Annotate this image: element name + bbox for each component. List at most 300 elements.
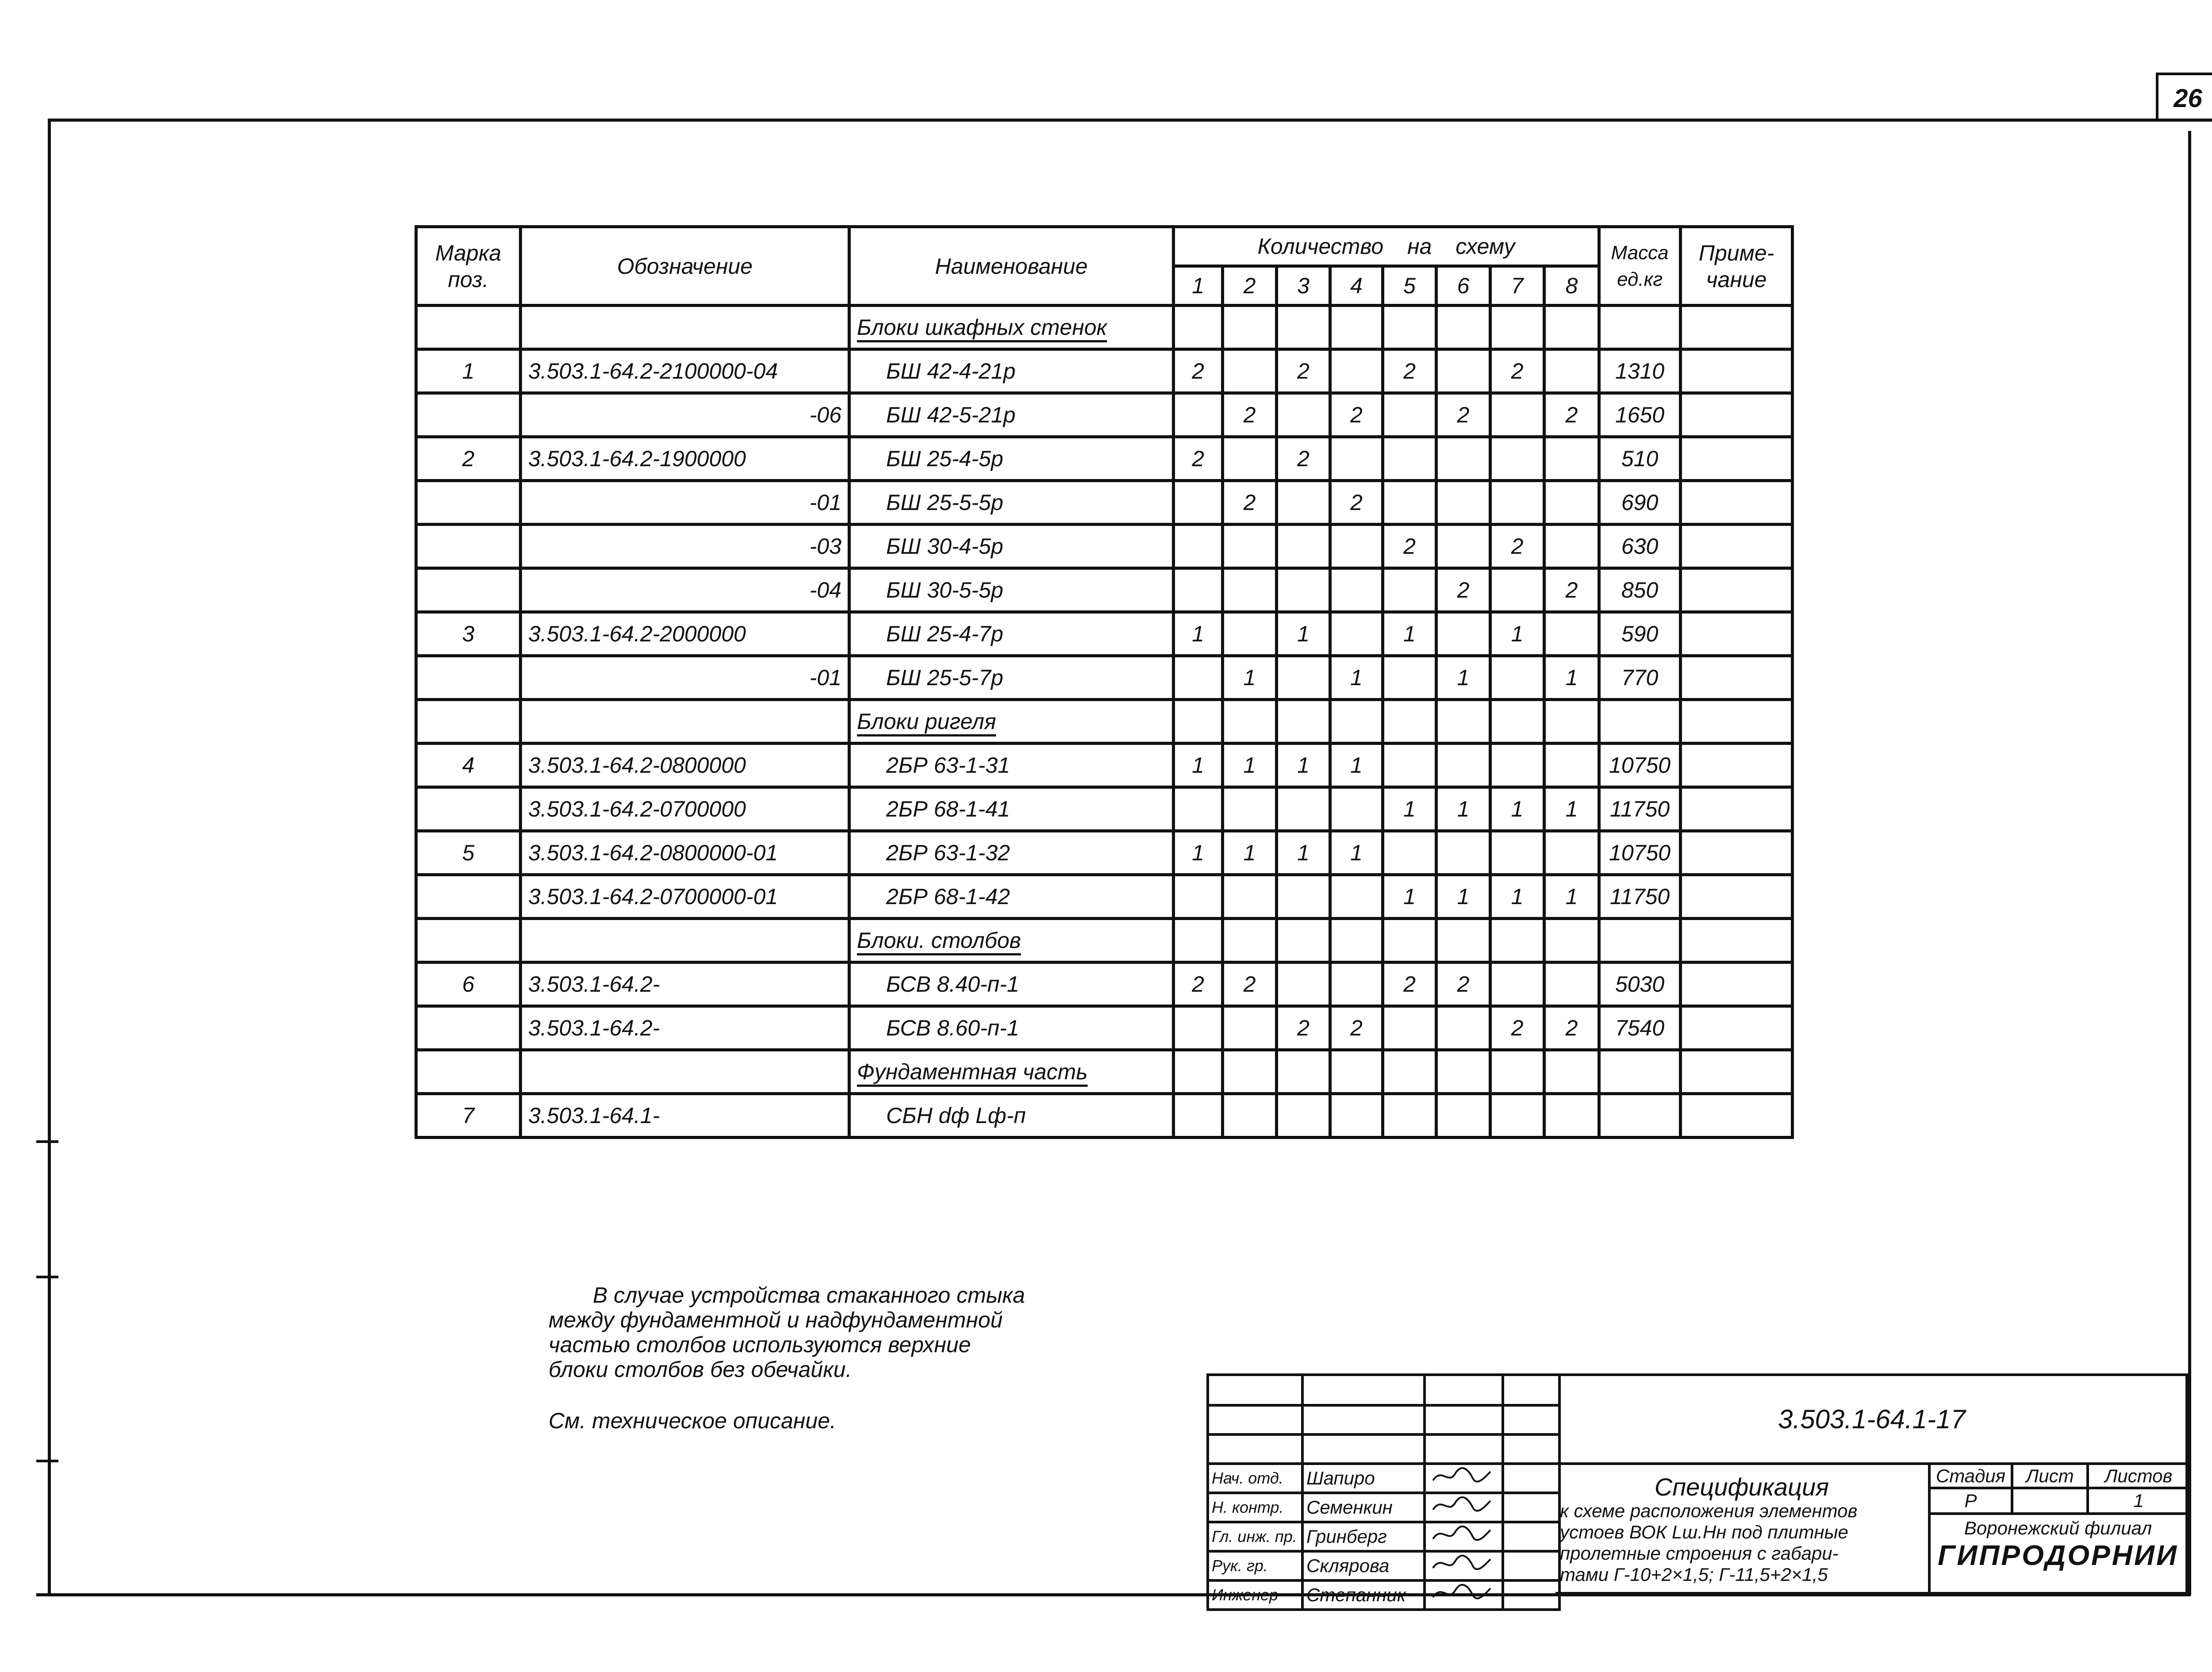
header-designation: Обозначение	[521, 227, 849, 306]
mark-cell: 6	[416, 963, 521, 1006]
document-code: 3.503.1-64.1-17	[1555, 1376, 2188, 1465]
quantity-cell: 2	[1174, 963, 1223, 1006]
signatory-name: Гринберг	[1302, 1522, 1425, 1551]
table-row	[416, 437, 1793, 481]
quantity-cell	[1223, 349, 1277, 393]
sheets-label: Листов	[2088, 1464, 2189, 1488]
quantity-cell	[1223, 1050, 1277, 1094]
mass-cell: 690	[1599, 481, 1681, 525]
quantity-cell	[1174, 700, 1223, 744]
quantity-cell	[1174, 1050, 1223, 1094]
quantity-cell: 1	[1277, 612, 1330, 656]
quantity-cell	[1383, 306, 1436, 349]
table-row	[416, 963, 1793, 1006]
notes	[549, 1283, 1025, 1433]
date-cell	[1503, 1493, 1559, 1522]
quantity-cell	[1330, 568, 1383, 612]
header-mark: Марка поз.	[416, 227, 521, 306]
quantity-cell	[1544, 306, 1599, 349]
quantity-cell	[1544, 481, 1599, 525]
quantity-cell: 2	[1436, 963, 1490, 1006]
quantity-cell	[1223, 700, 1277, 744]
title-block-main	[1555, 1373, 2188, 1595]
note-cell	[1681, 963, 1793, 1006]
quantity-cell	[1330, 349, 1383, 393]
table-row	[416, 612, 1793, 656]
mark-cell	[416, 568, 521, 612]
quantity-cell	[1330, 525, 1383, 568]
signature-icon	[1425, 1551, 1503, 1580]
signatory-role: Гл. инж. пр.	[1208, 1522, 1302, 1551]
mass-cell: 7540	[1599, 1006, 1681, 1050]
quantity-cell	[1223, 1006, 1277, 1050]
quantity-cell: 2	[1490, 1006, 1544, 1050]
quantity-cell	[1174, 919, 1223, 963]
quantity-cell	[1544, 1094, 1599, 1138]
quantity-cell	[1277, 875, 1330, 919]
quantity-cell: 1	[1277, 744, 1330, 787]
header-scheme-5: 5	[1383, 266, 1436, 306]
quantity-cell	[1223, 612, 1277, 656]
quantity-cell: 2	[1277, 1006, 1330, 1050]
quantity-cell	[1223, 525, 1277, 568]
quantity-cell	[1383, 568, 1436, 612]
quantity-cell	[1383, 393, 1436, 437]
designation-cell: 3.503.1-64.2-	[521, 963, 849, 1006]
signatory-name: Склярова	[1302, 1551, 1425, 1580]
quantity-cell	[1330, 612, 1383, 656]
mass-cell: 11750	[1599, 875, 1681, 919]
quantity-cell	[1330, 306, 1383, 349]
quantity-cell: 1	[1544, 787, 1599, 831]
header-name: Наименование	[849, 227, 1174, 306]
note-cell	[1681, 437, 1793, 481]
designation-cell: -01	[521, 481, 849, 525]
quantity-cell: 1	[1436, 787, 1490, 831]
quantity-cell	[1174, 393, 1223, 437]
name-cell: БШ 25-5-7р	[849, 656, 1174, 700]
signatory-role: Нач. отд.	[1208, 1464, 1302, 1493]
header-note: Приме-чание	[1681, 227, 1793, 306]
quantity-cell	[1277, 787, 1330, 831]
quantity-cell: 1	[1330, 656, 1383, 700]
note-cell	[1681, 744, 1793, 787]
sheet-value	[2012, 1488, 2088, 1514]
quantity-cell	[1223, 919, 1277, 963]
note-cell	[1681, 919, 1793, 963]
quantity-cell	[1383, 1006, 1436, 1050]
quantity-cell	[1490, 568, 1544, 612]
designation-cell: 3.503.1-64.2-2100000-04	[521, 349, 849, 393]
quantity-cell	[1174, 787, 1223, 831]
header-scheme-8: 8	[1544, 266, 1599, 306]
frame-left-line	[48, 119, 51, 1596]
table-row	[416, 568, 1793, 612]
quantity-cell: 2	[1383, 349, 1436, 393]
designation-cell: -04	[521, 568, 849, 612]
quantity-cell	[1544, 349, 1599, 393]
quantity-cell	[1330, 963, 1383, 1006]
mark-cell	[416, 393, 521, 437]
document-subtitle-line: пролетные строения с габари-	[1560, 1543, 1839, 1564]
quantity-cell	[1490, 1050, 1544, 1094]
quantity-cell	[1330, 700, 1383, 744]
quantity-cell: 2	[1223, 393, 1277, 437]
signatory-name: Шапиро	[1302, 1464, 1425, 1493]
table-row	[416, 831, 1793, 875]
quantity-cell: 1	[1383, 612, 1436, 656]
quantity-cell	[1490, 744, 1544, 787]
frame-inner-right-line	[2188, 131, 2191, 1595]
mark-cell	[416, 1006, 521, 1050]
date-cell	[1503, 1580, 1559, 1610]
quantity-cell: 2	[1544, 1006, 1599, 1050]
quantity-cell	[1436, 612, 1490, 656]
quantity-cell: 2	[1383, 963, 1436, 1006]
quantity-cell	[1174, 1094, 1223, 1138]
quantity-cell	[1383, 744, 1436, 787]
note-cell	[1681, 306, 1793, 349]
quantity-cell: 2	[1436, 568, 1490, 612]
designation-cell	[521, 306, 849, 349]
quantity-cell	[1436, 306, 1490, 349]
designation-cell	[521, 1050, 849, 1094]
quantity-cell	[1544, 700, 1599, 744]
quantity-cell: 1	[1383, 875, 1436, 919]
mass-cell: 5030	[1599, 963, 1681, 1006]
signatory-name: Семенкин	[1302, 1493, 1425, 1522]
signatory-role: Н. контр.	[1208, 1493, 1302, 1522]
mark-cell: 1	[416, 349, 521, 393]
quantity-cell	[1330, 437, 1383, 481]
quantity-cell	[1383, 437, 1436, 481]
note-line: В случае устройства стаканного стыка	[593, 1283, 1025, 1308]
quantity-cell	[1436, 525, 1490, 568]
quantity-cell: 1	[1490, 787, 1544, 831]
name-cell: БШ 30-4-5р	[849, 525, 1174, 568]
quantity-cell: 1	[1544, 875, 1599, 919]
quantity-cell	[1330, 919, 1383, 963]
mark-cell: 2	[416, 437, 521, 481]
designation-cell: 3.503.1-64.2-0800000-01	[521, 831, 849, 875]
organization-name: ГИПРОДОРНИИ	[1938, 1539, 2178, 1571]
quantity-cell	[1436, 831, 1490, 875]
table-row	[416, 656, 1793, 700]
quantity-cell	[1277, 568, 1330, 612]
quantity-cell: 1	[1174, 744, 1223, 787]
quantity-cell	[1544, 1050, 1599, 1094]
quantity-cell: 2	[1330, 481, 1383, 525]
header-scheme-4: 4	[1330, 266, 1383, 306]
mass-cell: 850	[1599, 568, 1681, 612]
section-row	[416, 1050, 1793, 1094]
quantity-cell	[1330, 1050, 1383, 1094]
header-scheme-2: 2	[1223, 266, 1277, 306]
note-cell	[1681, 349, 1793, 393]
signatory-row	[1208, 1493, 1559, 1522]
quantity-cell	[1544, 963, 1599, 1006]
table-row	[416, 393, 1793, 437]
designation-cell: -03	[521, 525, 849, 568]
quantity-cell	[1174, 875, 1223, 919]
note-cell	[1681, 612, 1793, 656]
table-row	[416, 1006, 1793, 1050]
document-subtitle-line: устоев ВОК Lш.Нн под плитные	[1560, 1522, 1848, 1542]
quantity-cell	[1544, 525, 1599, 568]
date-cell	[1503, 1522, 1559, 1551]
header-scheme-1: 1	[1174, 266, 1223, 306]
quantity-cell	[1436, 744, 1490, 787]
quantity-cell: 1	[1490, 612, 1544, 656]
quantity-cell	[1383, 919, 1436, 963]
quantity-cell: 1	[1330, 744, 1383, 787]
document-subtitle-line: тами Г-10+2×1,5; Г-11,5+2×1,5	[1560, 1564, 1828, 1585]
quantity-cell	[1174, 1006, 1223, 1050]
quantity-cell	[1277, 525, 1330, 568]
quantity-cell	[1277, 963, 1330, 1006]
quantity-cell	[1277, 1050, 1330, 1094]
mass-cell	[1599, 1094, 1681, 1138]
quantity-cell	[1490, 1094, 1544, 1138]
quantity-cell: 2	[1544, 393, 1599, 437]
table-row	[416, 787, 1793, 831]
date-cell	[1503, 1551, 1559, 1580]
quantity-cell: 1	[1223, 831, 1277, 875]
quantity-cell: 2	[1330, 393, 1383, 437]
quantity-cell: 1	[1436, 875, 1490, 919]
quantity-cell: 2	[1490, 525, 1544, 568]
quantity-cell	[1490, 700, 1544, 744]
signatory-role: Инженер	[1208, 1580, 1302, 1610]
name-cell: БШ 42-4-21р	[849, 349, 1174, 393]
note-cell	[1681, 700, 1793, 744]
organization	[1931, 1518, 2185, 1572]
quantity-cell	[1383, 1050, 1436, 1094]
quantity-cell	[1330, 787, 1383, 831]
designation-cell: -06	[521, 393, 849, 437]
mass-cell	[1599, 700, 1681, 744]
quantity-cell: 1	[1223, 744, 1277, 787]
name-cell: 2БР 68-1-42	[849, 875, 1174, 919]
quantity-cell	[1277, 656, 1330, 700]
name-cell: СБН dф Lф-п	[849, 1094, 1174, 1138]
name-cell: 2БР 63-1-31	[849, 744, 1174, 787]
mass-cell: 10750	[1599, 831, 1681, 875]
quantity-cell	[1330, 1094, 1383, 1138]
table-row	[416, 525, 1793, 568]
quantity-cell: 2	[1330, 1006, 1383, 1050]
designation-cell: 3.503.1-64.2-2000000	[521, 612, 849, 656]
quantity-cell	[1223, 875, 1277, 919]
quantity-cell	[1277, 919, 1330, 963]
quantity-cell	[1383, 700, 1436, 744]
stage-value: Р	[1929, 1488, 2012, 1514]
name-cell: БШ 25-4-7р	[849, 612, 1174, 656]
quantity-cell	[1383, 1094, 1436, 1138]
note-cell	[1681, 787, 1793, 831]
quantity-cell	[1544, 612, 1599, 656]
designation-cell: -01	[521, 656, 849, 700]
quantity-cell	[1436, 349, 1490, 393]
quantity-cell	[1490, 481, 1544, 525]
quantity-cell	[1174, 481, 1223, 525]
table-header-row	[416, 227, 1793, 266]
stage-label: Стадия	[1929, 1464, 2012, 1488]
quantity-cell	[1223, 568, 1277, 612]
name-cell: 2БР 68-1-41	[849, 787, 1174, 831]
quantity-cell	[1436, 1050, 1490, 1094]
quantity-cell: 2	[1223, 481, 1277, 525]
note-cell	[1681, 568, 1793, 612]
quantity-cell	[1490, 919, 1544, 963]
mass-cell	[1599, 1050, 1681, 1094]
note-cell	[1681, 831, 1793, 875]
quantity-cell	[1330, 875, 1383, 919]
quantity-cell	[1436, 481, 1490, 525]
quantity-cell	[1383, 831, 1436, 875]
quantity-cell	[1223, 1094, 1277, 1138]
quantity-cell: 2	[1223, 963, 1277, 1006]
quantity-cell	[1490, 306, 1544, 349]
mark-cell: 4	[416, 744, 521, 787]
quantity-cell: 1	[1174, 831, 1223, 875]
section-title: Блоки. столбов	[849, 919, 1174, 963]
quantity-cell: 1	[1330, 831, 1383, 875]
mass-cell	[1599, 919, 1681, 963]
quantity-cell	[1544, 831, 1599, 875]
quantity-cell: 2	[1277, 437, 1330, 481]
mark-cell	[416, 700, 521, 744]
signature-icon	[1425, 1464, 1503, 1493]
section-title: Фундаментная часть	[849, 1050, 1174, 1094]
quantity-cell	[1277, 700, 1330, 744]
margin-tick	[36, 1460, 58, 1462]
sheet-label: Лист	[2012, 1464, 2088, 1488]
title-block-signatures	[1206, 1373, 1561, 1611]
frame-top-line	[48, 119, 2212, 122]
quantity-cell: 1	[1223, 656, 1277, 700]
stage-table	[1928, 1462, 2191, 1515]
designation-cell: 3.503.1-64.2-0700000	[521, 787, 849, 831]
mark-cell	[416, 919, 521, 963]
organization-branch: Воронежский филиал	[1964, 1518, 2152, 1538]
mark-cell	[416, 481, 521, 525]
quantity-cell: 1	[1436, 656, 1490, 700]
signatory-row	[1208, 1580, 1559, 1610]
designation-cell: 3.503.1-64.2-	[521, 1006, 849, 1050]
quantity-cell: 2	[1383, 525, 1436, 568]
signatory-row	[1208, 1522, 1559, 1551]
signature-icon	[1425, 1522, 1503, 1551]
name-cell: БШ 25-5-5р	[849, 481, 1174, 525]
table-row	[416, 744, 1793, 787]
document-title: Спецификация	[1654, 1473, 1829, 1501]
quantity-cell	[1436, 700, 1490, 744]
quantity-cell	[1277, 306, 1330, 349]
margin-tick	[36, 1276, 58, 1278]
note-line: блоки столбов без обечайки.	[549, 1357, 852, 1382]
name-cell: БСВ 8.60-п-1	[849, 1006, 1174, 1050]
designation-cell: 3.503.1-64.2-0700000-01	[521, 875, 849, 919]
margin-tick	[36, 1140, 58, 1143]
header-scheme-6: 6	[1436, 266, 1490, 306]
designation-cell: 3.503.1-64.2-0800000	[521, 744, 849, 787]
section-row	[416, 306, 1793, 349]
quantity-cell: 2	[1544, 568, 1599, 612]
mark-cell	[416, 656, 521, 700]
note-line: См. техническое описание.	[549, 1408, 836, 1433]
table-row	[416, 349, 1793, 393]
section-row	[416, 700, 1793, 744]
note-cell	[1681, 1094, 1793, 1138]
name-cell: БШ 42-5-21р	[849, 393, 1174, 437]
quantity-cell	[1174, 525, 1223, 568]
signatory-role: Рук. гр.	[1208, 1551, 1302, 1580]
document-subtitle-line: к схеме расположения элементов	[1560, 1500, 1858, 1521]
sheet-number: 26	[2174, 84, 2202, 113]
note-cell	[1681, 1006, 1793, 1050]
header-mass: Масса ед.кг	[1599, 227, 1681, 306]
mass-cell	[1599, 306, 1681, 349]
quantity-cell	[1383, 656, 1436, 700]
quantity-cell	[1436, 1094, 1490, 1138]
quantity-cell	[1277, 481, 1330, 525]
name-cell: 2БР 63-1-32	[849, 831, 1174, 875]
quantity-cell	[1490, 963, 1544, 1006]
mass-cell: 1310	[1599, 349, 1681, 393]
quantity-cell	[1174, 656, 1223, 700]
quantity-cell	[1544, 437, 1599, 481]
quantity-cell	[1436, 919, 1490, 963]
quantity-cell	[1544, 744, 1599, 787]
quantity-cell	[1436, 1006, 1490, 1050]
section-title: Блоки шкафных стенок	[849, 306, 1174, 349]
quantity-cell: 1	[1490, 875, 1544, 919]
quantity-cell	[1383, 481, 1436, 525]
quantity-cell	[1174, 306, 1223, 349]
table-row	[416, 1094, 1793, 1138]
quantity-cell: 2	[1490, 349, 1544, 393]
mark-cell	[416, 525, 521, 568]
name-cell: БШ 25-4-5р	[849, 437, 1174, 481]
quantity-cell	[1223, 787, 1277, 831]
note-cell	[1681, 525, 1793, 568]
sheet-number-box	[2156, 73, 2212, 121]
mass-cell: 1650	[1599, 393, 1681, 437]
quantity-cell: 1	[1174, 612, 1223, 656]
mass-cell: 590	[1599, 612, 1681, 656]
mass-cell: 11750	[1599, 787, 1681, 831]
mass-cell: 10750	[1599, 744, 1681, 787]
note-cell	[1681, 1050, 1793, 1094]
note-line: частью столбов используются верхние	[549, 1332, 971, 1357]
quantity-cell	[1223, 437, 1277, 481]
signatory-row	[1208, 1551, 1559, 1580]
note-cell	[1681, 393, 1793, 437]
mark-cell: 3	[416, 612, 521, 656]
sheets-value: 1	[2088, 1488, 2189, 1514]
section-row	[416, 919, 1793, 963]
designation-cell: 3.503.1-64.2-1900000	[521, 437, 849, 481]
quantity-cell	[1436, 437, 1490, 481]
quantity-cell	[1490, 656, 1544, 700]
name-cell: БШ 30-5-5р	[849, 568, 1174, 612]
designation-cell: 3.503.1-64.1-	[521, 1094, 849, 1138]
header-scheme-3: 3	[1277, 266, 1330, 306]
table-row	[416, 481, 1793, 525]
quantity-cell	[1490, 393, 1544, 437]
signature-icon	[1425, 1580, 1503, 1610]
